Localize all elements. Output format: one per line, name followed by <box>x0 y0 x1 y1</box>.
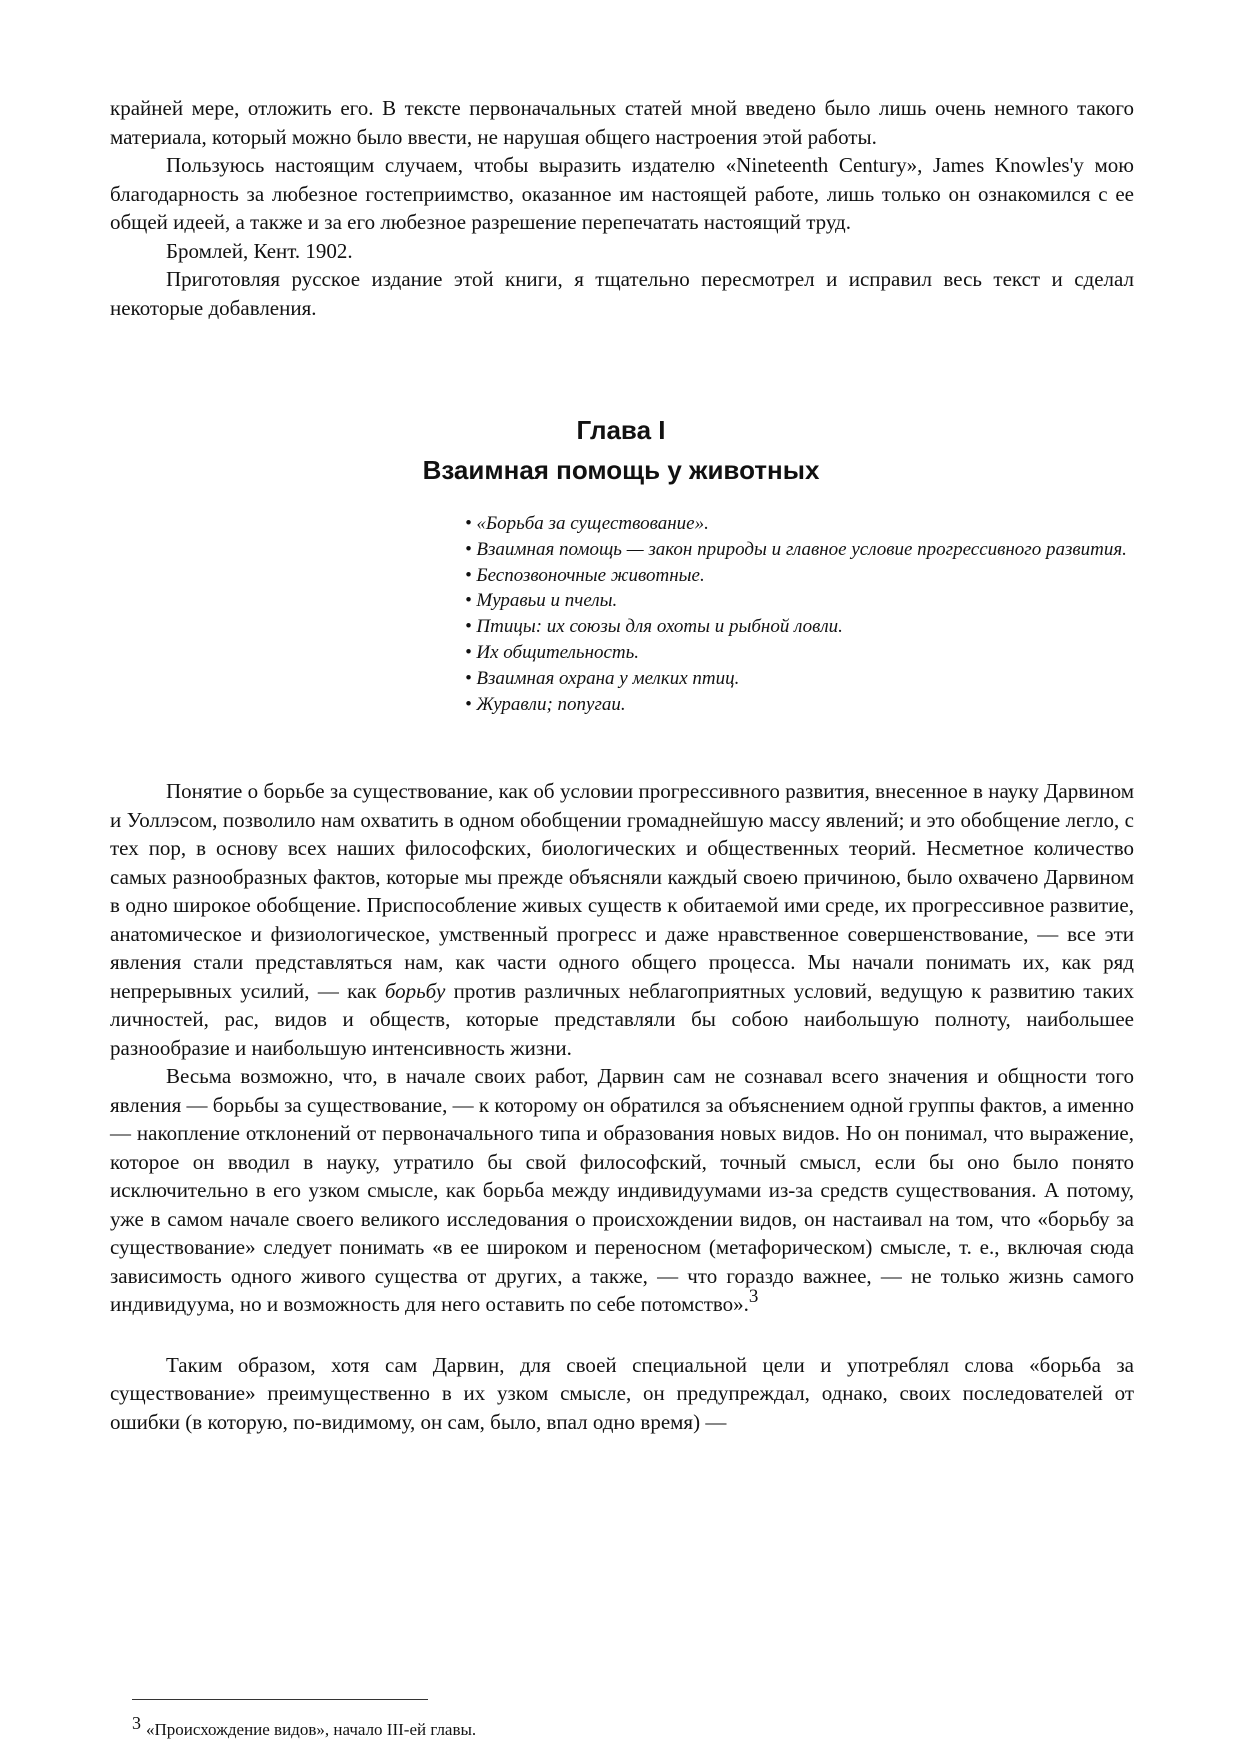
epigraph-item: • Журавли; попугаи. <box>465 693 626 715</box>
body-paragraph: Таким образом, хотя сам Дарвин, для своей специальной цели и употреблял слова «борьба за существование» преимущественно в их узком смысле, он предупреждал, однако, своих последователей от ошибки (в которую, по-видимому, он сам, было, впал одно время) — <box>110 1352 1134 1434</box>
place-date-line: Бромлей, Кент. 1902. <box>166 238 353 263</box>
chapter-epigraph <box>422 511 1134 717</box>
footnote-divider <box>132 1699 428 1700</box>
paragraph-text: против различных неблагоприятных условий, ведущую к развитию таких личностей, рас, видов и обществ, которые представляли бы собою наибольшую полноту, наибольшее разнообразие и наибольшую интенсивность жизни. <box>110 978 1135 1060</box>
main-text <box>110 777 1134 1436</box>
epigraph-item: • Взаимная помощь — закон природы и главное условие прогрессивного развития. <box>465 538 1127 560</box>
chapter-number: Глава I <box>576 415 666 445</box>
epigraph-item: • Птицы: их союзы для охоты и рыбной ловли. <box>465 616 843 638</box>
epigraph-item: • Беспозвоночные животные. <box>465 564 705 586</box>
epigraph-item: • Их общительность. <box>465 641 640 663</box>
epigraph-item: • Муравьи и пчелы. <box>465 590 618 612</box>
intro-section <box>110 94 1134 322</box>
intro-paragraph: крайней мере, отложить его. В тексте первоначальных статей мной введено было лишь очень немного такого материала, который можно было ввести, не нарушая общего настроения этой работы. <box>110 96 1134 149</box>
footnote <box>132 1711 476 1742</box>
chapter-title: Взаимная помощь у животных <box>422 455 820 485</box>
paragraph-text: Весьма возможно, что, в начале своих работ, Дарвин сам не сознавал всего значения и общности того явления — борьбы за существование, — к которому он обратился за объяснением одной группы фактов, а именно — накопление отклонений от первоначального типа и образования новых видов. Но он понимал, что выражение, которое он вводил в науку, утратило бы свой философский, точный смысл, если бы оно было понято исключительно в его узком смысле, как борьба между индивидуумами из-за средств существования. А потому, уже в самом начале своего великого исследования о происхождении видов, он настаивал на том, что «борьбу за существование» следует понимать «в ее широком и переносном (метафорическом) смысле, т. е., включая сюда зависимость одного живого существа от других, а также, — что гораздо важнее, — не только жизнь самого индивидуума, но и возможность для него оставить по себе потомство». <box>110 1064 1134 1316</box>
paragraph-text: Понятие о борьбе за существование, как об условии прогрессивного развития, внесенное в науку Дарвином и Уоллэсом, позволило нам охватить в одном обобщении громаднейшую массу явлений; и это обобщение легло, с тех пор, в основу всех наших философских, биологических и общественных теорий. Несметное количество самых разнообразных фактов, которые мы прежде объясняли каждый своею причиною, было охвачено Дарвином в одно широкое обобщение. Приспособление живых существ к обитаемой ими среде, их прогрессивное развитие, анатомическое и физиологическое, умственный прогресс и даже нравственное совершенствование, — все эти явления стали представляться нам, как части одного общего процесса. Мы начали понимать их, как ряд непрерывных усилий, — как <box>110 779 1134 1003</box>
footnote-number: 3 <box>132 1713 141 1733</box>
footnote-text: «Происхождение видов», начало III-ей главы. <box>146 1720 477 1739</box>
emphasis-text: борьбу <box>384 978 446 1003</box>
epigraph-item: • Взаимная охрана у мелких птиц. <box>465 667 740 689</box>
body-paragraph <box>110 1062 1134 1319</box>
intro-paragraph: Пользуюсь настоящим случаем, чтобы выразить издателю «Nineteenth Century», James Knowles'у мою благодарность за любезное гостеприимство, оказанное им настоящей работе, лишь только он ознакомился с ее общей идеей, а также и за его любезное разрешение перепечатать настоящий труд. <box>110 153 1134 234</box>
footnote-reference[interactable]: 3 <box>748 1286 759 1307</box>
intro-paragraph: Приготовляя русское издание этой книги, я тщательно пересмотрел и исправил весь текст и сделал некоторые добавления. <box>110 267 1134 320</box>
epigraph-item: • «Борьба за существование». <box>465 513 709 534</box>
body-paragraph <box>110 777 1134 1062</box>
